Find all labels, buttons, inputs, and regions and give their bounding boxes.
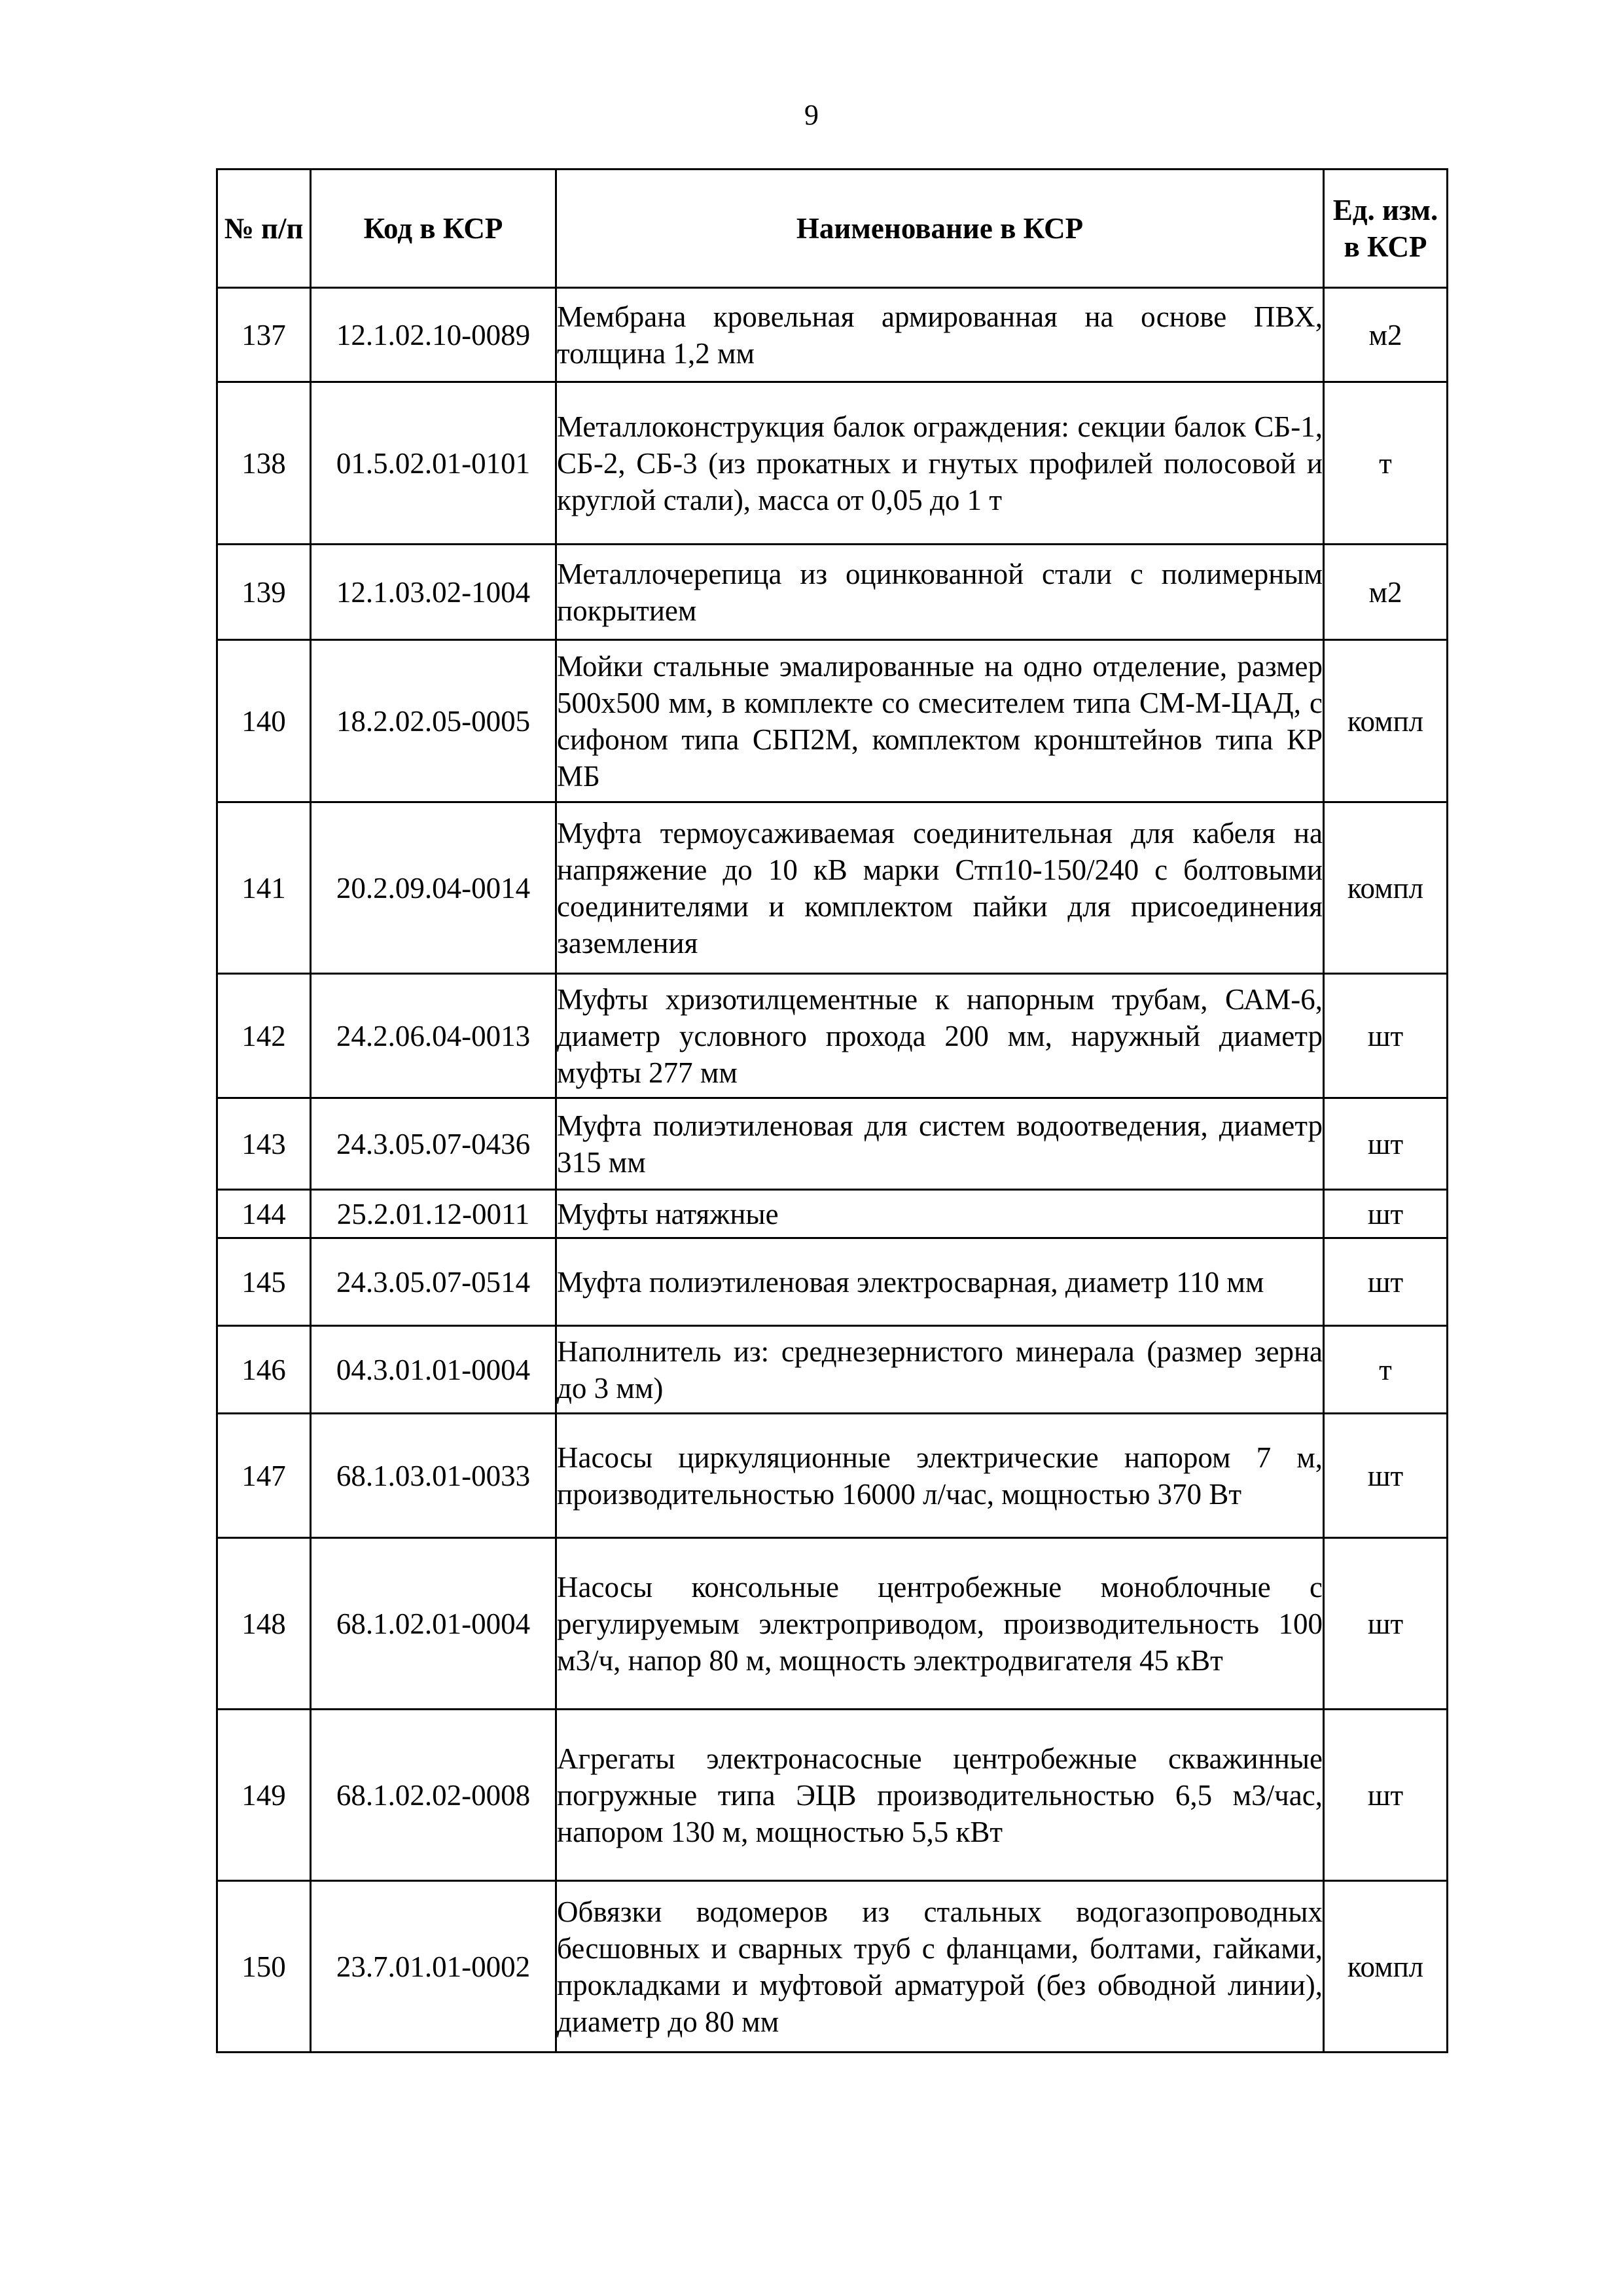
row-code: 24.3.05.07-0514: [311, 1238, 556, 1326]
table-row: [217, 1098, 1448, 1190]
row-name: Агрегаты электронасосные центробежные скважинные погружные типа ЭЦВ производительностью 6,5 м3/час, напором 130 м, мощностью 5,5 кВт: [556, 1710, 1324, 1881]
row-name: Муфта полиэтиленовая электросварная, диаметр 110 мм: [556, 1238, 1324, 1326]
row-num: 146: [217, 1326, 311, 1414]
row-num: 137: [217, 288, 311, 382]
row-name: Мойки стальные эмалированные на одно отделение, размер 500х500 мм, в комплекте со смесителем типа СМ-М-ЦАД, с сифоном типа СБП2М, комплектом кронштейнов типа КР МБ: [556, 640, 1324, 802]
row-name: Муфты натяжные: [556, 1190, 1324, 1238]
row-unit: м2: [1324, 288, 1448, 382]
table-row: [217, 288, 1448, 382]
row-code: 23.7.01.01-0002: [311, 1881, 556, 2053]
row-unit: шт: [1324, 974, 1448, 1098]
row-name: Насосы консольные центробежные моноблочные с регулируемым электроприводом, производительность 100 м3/ч, напор 80 м, мощность электродвигателя 45 кВт: [556, 1538, 1324, 1710]
row-unit: т: [1324, 382, 1448, 545]
row-num: 139: [217, 545, 311, 640]
row-num: 141: [217, 802, 311, 974]
row-name: Муфта термоусаживаемая соединительная для кабеля на напряжение до 10 кВ марки Стп10-150/240 с болтовыми соединителями и комплектом пайки для присоединения заземления: [556, 802, 1324, 974]
row-name: Наполнитель из: среднезернистого минерала (размер зерна до 3 мм): [556, 1326, 1324, 1414]
row-code: 25.2.01.12-0011: [311, 1190, 556, 1238]
header-name: Наименование в КСР: [556, 170, 1324, 288]
row-code: 68.1.03.01-0033: [311, 1414, 556, 1538]
row-code: 18.2.02.05-0005: [311, 640, 556, 802]
row-name: Муфта полиэтиленовая для систем водоотведения, диаметр 315 мм: [556, 1098, 1324, 1190]
row-num: 147: [217, 1414, 311, 1538]
table-row: [217, 974, 1448, 1098]
row-num: 149: [217, 1710, 311, 1881]
row-num: 142: [217, 974, 311, 1098]
row-unit: шт: [1324, 1710, 1448, 1881]
row-unit: м2: [1324, 545, 1448, 640]
row-code: 24.3.05.07-0436: [311, 1098, 556, 1190]
header-code: Код в КСР: [311, 170, 556, 288]
row-code: 24.2.06.04-0013: [311, 974, 556, 1098]
row-num: 144: [217, 1190, 311, 1238]
row-num: 150: [217, 1881, 311, 2053]
row-name: Насосы циркуляционные электрические напором 7 м, производительностью 16000 л/час, мощностью 370 Вт: [556, 1414, 1324, 1538]
row-unit: т: [1324, 1326, 1448, 1414]
row-unit: шт: [1324, 1190, 1448, 1238]
ksr-table: [216, 168, 1448, 2053]
table-row: [217, 382, 1448, 545]
table-row: [217, 640, 1448, 802]
table-row: [217, 1238, 1448, 1326]
row-unit: компл: [1324, 802, 1448, 974]
row-num: 148: [217, 1538, 311, 1710]
row-num: 143: [217, 1098, 311, 1190]
row-code: 04.3.01.01-0004: [311, 1326, 556, 1414]
row-code: 68.1.02.01-0004: [311, 1538, 556, 1710]
table-row: [217, 1710, 1448, 1881]
row-unit: шт: [1324, 1538, 1448, 1710]
row-code: 12.1.03.02-1004: [311, 545, 556, 640]
table-header-row: [217, 170, 1448, 288]
table-row: [217, 1414, 1448, 1538]
row-code: 12.1.02.10-0089: [311, 288, 556, 382]
row-code: 20.2.09.04-0014: [311, 802, 556, 974]
table-row: [217, 1326, 1448, 1414]
row-unit: компл: [1324, 1881, 1448, 2053]
row-name: Мембрана кровельная армированная на основе ПВХ, толщина 1,2 мм: [556, 288, 1324, 382]
table-row: [217, 1538, 1448, 1710]
header-unit: Ед. изм. в КСР: [1324, 170, 1448, 288]
row-name: Муфты хризотилцементные к напорным трубам, САМ-6, диаметр условного прохода 200 мм, наружный диаметр муфты 277 мм: [556, 974, 1324, 1098]
row-code: 68.1.02.02-0008: [311, 1710, 556, 1881]
row-unit: шт: [1324, 1238, 1448, 1326]
row-num: 140: [217, 640, 311, 802]
table-row: [217, 1881, 1448, 2053]
table-row: [217, 802, 1448, 974]
row-name: Обвязки водомеров из стальных водогазопроводных бесшовных и сварных труб с фланцами, болтами, гайками, прокладками и муфтовой арматурой (без обводной линии), диаметр до 80 мм: [556, 1881, 1324, 2053]
row-name: Металлоконструкция балок ограждения: секции балок СБ-1, СБ-2, СБ-3 (из прокатных и гнутых профилей полосовой и круглой стали), масса от 0,05 до 1 т: [556, 382, 1324, 545]
table-row: [217, 545, 1448, 640]
table-row: [217, 1190, 1448, 1238]
row-num: 138: [217, 382, 311, 545]
row-unit: шт: [1324, 1098, 1448, 1190]
row-unit: шт: [1324, 1414, 1448, 1538]
row-unit: компл: [1324, 640, 1448, 802]
row-name: Металлочерепица из оцинкованной стали с полимерным покрытием: [556, 545, 1324, 640]
page-number: 9: [804, 99, 819, 131]
row-code: 01.5.02.01-0101: [311, 382, 556, 545]
row-num: 145: [217, 1238, 311, 1326]
header-num: № п/п: [217, 170, 311, 288]
